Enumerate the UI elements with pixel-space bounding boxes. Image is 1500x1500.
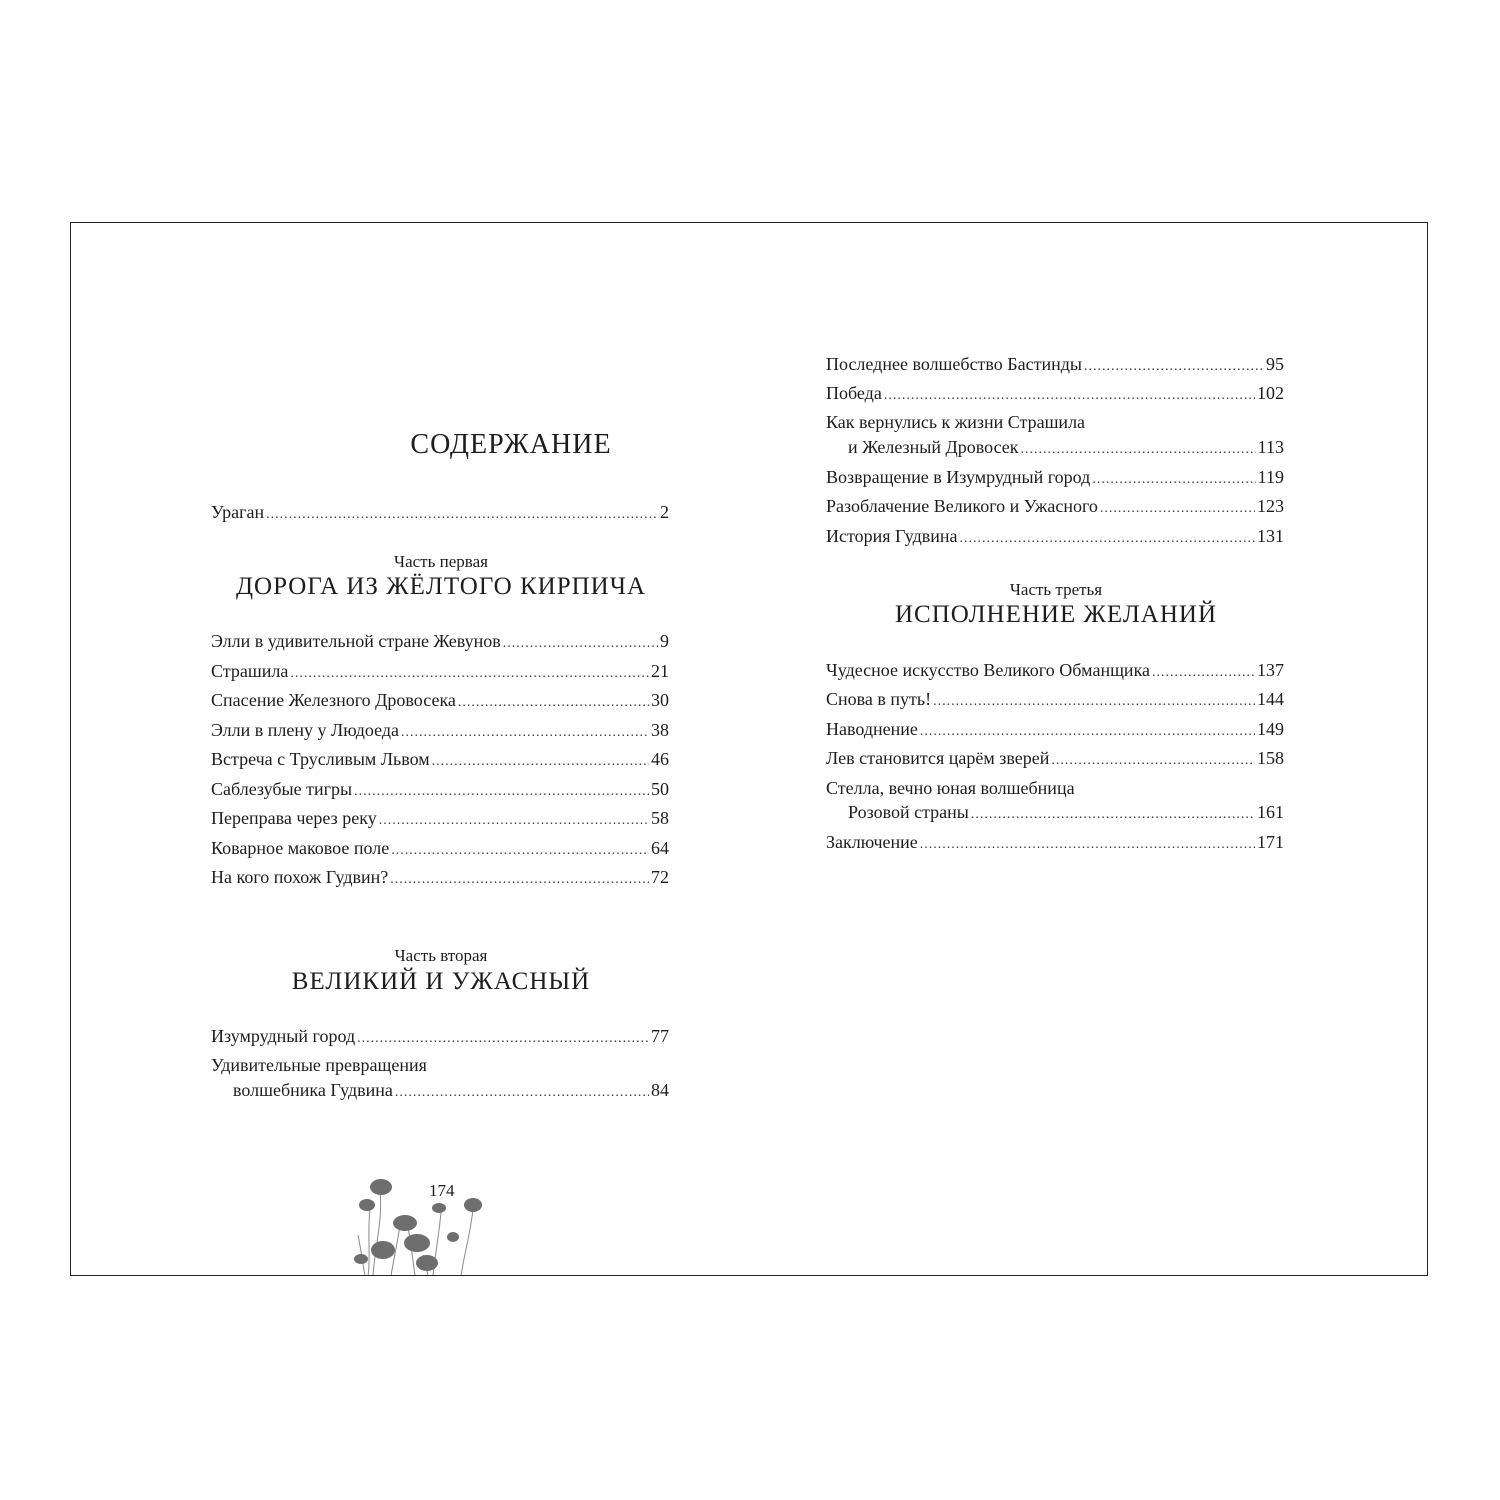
toc-entry (826, 495, 1284, 520)
toc-entry (211, 807, 669, 832)
toc-entry-page: 149 (1257, 719, 1284, 739)
toc-entry (211, 501, 669, 526)
toc-entry-page: 102 (1257, 383, 1284, 403)
toc-entry (211, 1054, 669, 1076)
part-label: Часть третья (1009, 580, 1103, 599)
part-label: Часть первая (394, 552, 488, 571)
toc-entry-title: Страшила (211, 661, 289, 681)
toc-entry (826, 466, 1284, 491)
toc-entry-title: Изумрудный город (211, 1026, 356, 1046)
page-number: 174 (429, 1181, 455, 1200)
toc-entry-title: Лев становится царём зверей (826, 748, 1050, 768)
toc-entry-page: 84 (651, 1080, 669, 1100)
toc-entry-title: Элли в удивительной стране Жевунов (211, 631, 501, 651)
toc-entry (826, 688, 1284, 713)
toc-entry (826, 525, 1284, 550)
part-title: ДОРОГА ИЗ ЖЁЛТОГО КИРПИЧА (235, 573, 647, 600)
toc-entry (211, 748, 669, 773)
toc-entry (826, 659, 1284, 684)
toc-entry (826, 382, 1284, 407)
toc-entry-title: Спасение Железного Дровосека (211, 690, 456, 710)
toc-entry-title: Снова в путь! (826, 689, 932, 709)
book-spread (70, 222, 1428, 1276)
toc-entry-page: 123 (1257, 496, 1284, 516)
toc-entry-page: 137 (1257, 660, 1284, 680)
toc-entry-page: 58 (651, 808, 669, 828)
toc-entry-page: 9 (660, 631, 669, 651)
toc-entry-page: 21 (651, 661, 669, 681)
toc-entry (826, 831, 1284, 856)
toc-entry-page: 144 (1257, 689, 1284, 709)
toc-entry-title: Стелла, вечно юная волшебница (826, 778, 1075, 798)
toc-entry (211, 630, 669, 655)
toc-entry (211, 660, 669, 685)
toc-entry-title: Наводнение (826, 719, 918, 739)
toc-entry-page: 72 (651, 867, 669, 887)
toc-entry (211, 866, 669, 891)
toc-entry-page: 64 (651, 838, 669, 858)
toc-entry-title: Переправа через реку (211, 808, 377, 828)
toc-entry-title: волшебника Гудвина (233, 1080, 393, 1100)
toc-entry-title: Возвращение в Изумрудный город (826, 467, 1091, 487)
toc-entry (211, 1025, 669, 1050)
toc-entry-title: и Железный Дровосек (848, 437, 1019, 457)
toc-entry-title: Как вернулись к жизни Страшила (826, 412, 1086, 432)
toc-entry-title: Ураган (211, 502, 265, 522)
toc-entry-page: 30 (651, 690, 669, 710)
toc-entry-title: На кого похож Гудвин? (211, 867, 389, 887)
toc-entry-continued (826, 436, 1284, 461)
toc-entry (826, 411, 1284, 433)
toc-entry-title: Заключение (826, 832, 918, 852)
toc-entry-title: Чудесное искусство Великого Обманщика (826, 660, 1151, 680)
toc-entry-page: 38 (651, 720, 669, 740)
toc-entry-title: История Гудвина (826, 526, 958, 546)
toc-entry (826, 353, 1284, 378)
toc-entry-page: 95 (1266, 354, 1284, 374)
toc-entry-title: Саблезубые тигры (211, 779, 353, 799)
toc-entry-page: 46 (651, 749, 669, 769)
toc-entry-page: 119 (1257, 467, 1284, 487)
toc-entry (211, 778, 669, 803)
toc-entry (826, 747, 1284, 772)
toc-entry-page: 2 (660, 502, 669, 522)
part-title: ИСПОЛНЕНИЕ ЖЕЛАНИЙ (894, 601, 1218, 628)
toc-entry-page: 158 (1257, 748, 1284, 768)
part-label: Часть вторая (394, 946, 488, 965)
toc-entry (211, 837, 669, 862)
poppy-flowers-illustration (353, 1175, 493, 1276)
toc-entry-title: Встреча с Трусливым Львом (211, 749, 430, 769)
toc-entry-page: 113 (1257, 437, 1284, 457)
toc-entry-title: Последнее волшебство Бастинды (826, 354, 1082, 374)
toc-entry-continued (826, 801, 1284, 826)
toc-entry-title: Элли в плену у Людоеда (211, 720, 399, 740)
toc-entry (826, 718, 1284, 743)
toc-entry-page: 171 (1257, 832, 1284, 852)
toc-entry-title: Разоблачение Великого и Ужасного (826, 496, 1098, 516)
toc-entry (826, 777, 1284, 799)
page-title: СОДЕРЖАНИЕ (410, 429, 612, 460)
toc-entry-title: Удивительные превращения (211, 1055, 427, 1075)
toc-entry (211, 689, 669, 714)
toc-entry-title: Розовой страны (848, 802, 969, 822)
toc-entry-title: Коварное маковое поле (211, 838, 390, 858)
toc-entry-continued (211, 1079, 669, 1104)
toc-entry-title: Победа (826, 383, 882, 403)
toc-entry-page: 131 (1257, 526, 1284, 546)
toc-entry-page: 161 (1257, 802, 1284, 822)
toc-entry-page: 50 (651, 779, 669, 799)
part-title: ВЕЛИКИЙ И УЖАСНЫЙ (291, 968, 591, 995)
toc-entry (211, 719, 669, 744)
toc-entry-page: 77 (651, 1026, 669, 1046)
